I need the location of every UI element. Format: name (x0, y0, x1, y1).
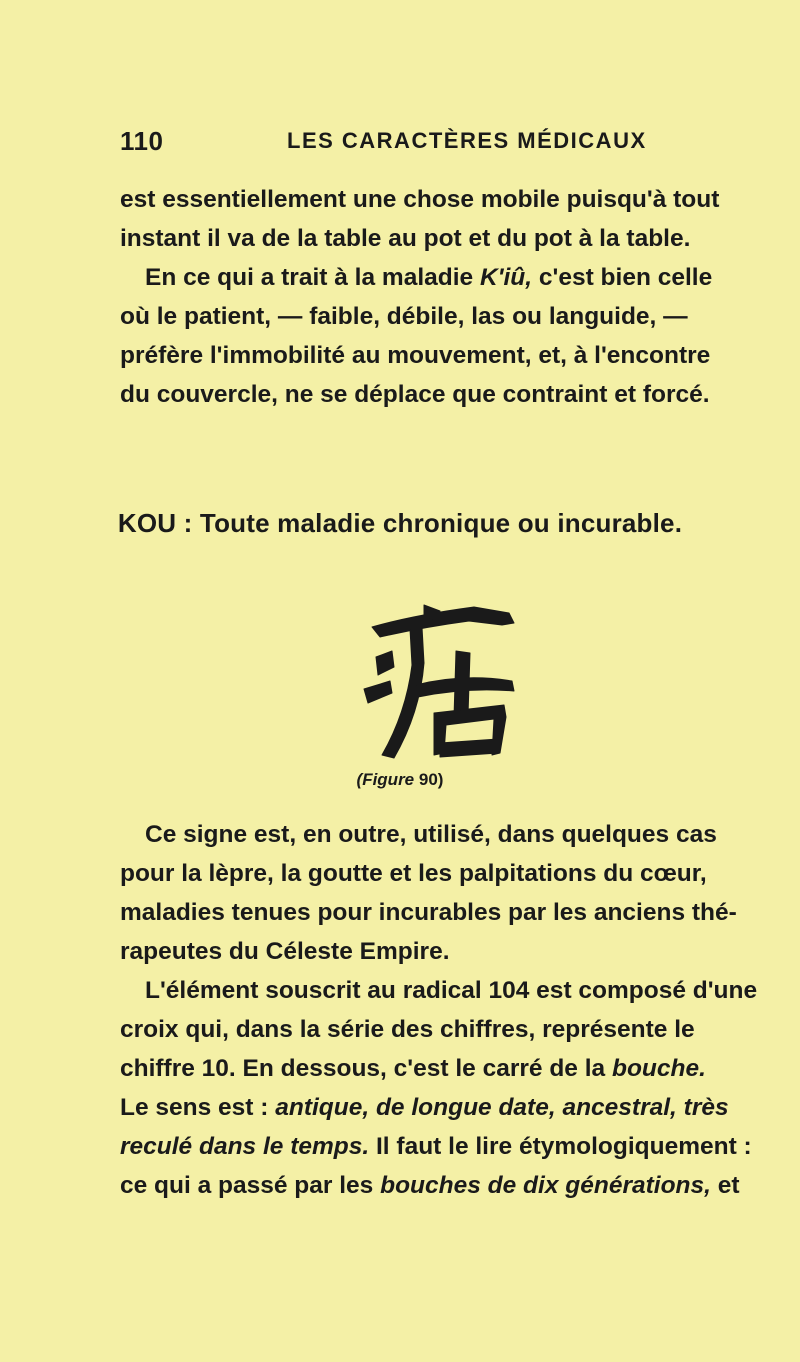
p3-line-4-italic: antique, de longue date, ancestral, très (275, 1094, 729, 1121)
p3-line-4 (120, 1088, 780, 1127)
figure-caption (0, 770, 800, 790)
page-number: 110 (120, 126, 164, 156)
p3-line-3-a: chiffre 10. En dessous, c'est le carré de la (120, 1055, 612, 1082)
p3-line-6-c: et (710, 1172, 740, 1199)
p1-line-1: est essentiellement une chose mobile puisqu'à tout (120, 186, 720, 213)
chinese-character-kou-figure (354, 593, 524, 763)
p2-line-3: maladies tenues pour incurables par les anciens thé- (120, 899, 737, 926)
p1-line-2: instant il va de la table au pot et du pot à la table. (120, 225, 691, 252)
paragraph-1 (120, 180, 780, 414)
running-title: LES CARACTÈRES MÉDICAUX (287, 128, 647, 153)
caption-word: (Figure (356, 770, 415, 789)
p2-line-1: Ce signe est, en outre, utilisé, dans quelques cas (145, 821, 717, 848)
p3-line-6-italic: bouches de dix générations, (380, 1172, 711, 1199)
p1-line-4: où le patient, — faible, débile, las ou languide, — (120, 303, 688, 330)
p2-line-2: pour la lèpre, la goutte et les palpitations du cœur, (120, 860, 707, 887)
term-kiu: K'iû, (479, 264, 533, 291)
caption-number: 90) (418, 770, 444, 789)
p2-line-4: rapeutes du Céleste Empire. (120, 938, 450, 965)
p3-line-5-b: Il faut le lire étymologiquement : (369, 1133, 752, 1160)
paragraph-3 (120, 971, 780, 1205)
p3-line-2: croix qui, dans la série des chiffres, représente le (120, 1016, 695, 1043)
p1-line-3 (120, 258, 780, 297)
p3-line-6 (120, 1166, 780, 1205)
p1-line-3-c: c'est bien celle (532, 264, 713, 291)
p3-line-4-a: Le sens est : (120, 1094, 276, 1121)
p1-line-3-a: En ce qui a trait à la maladie (145, 264, 480, 291)
p3-line-3 (120, 1049, 780, 1088)
p3-line-5-italic: reculé dans le temps. (120, 1133, 370, 1160)
term-bouche: bouche. (611, 1055, 706, 1082)
p3-line-5 (120, 1127, 780, 1166)
section-heading: KOU : Toute maladie chronique ou incurable. (117, 508, 683, 538)
p3-line-1: L'élément souscrit au radical 104 est composé d'une (145, 977, 758, 1004)
p3-line-6-a: ce qui a passé par les (120, 1172, 381, 1199)
paragraph-2 (120, 815, 780, 971)
p1-line-5: préfère l'immobilité au mouvement, et, à l'encontre (120, 342, 711, 369)
p1-line-6: du couvercle, ne se déplace que contraint et forcé. (120, 381, 710, 408)
